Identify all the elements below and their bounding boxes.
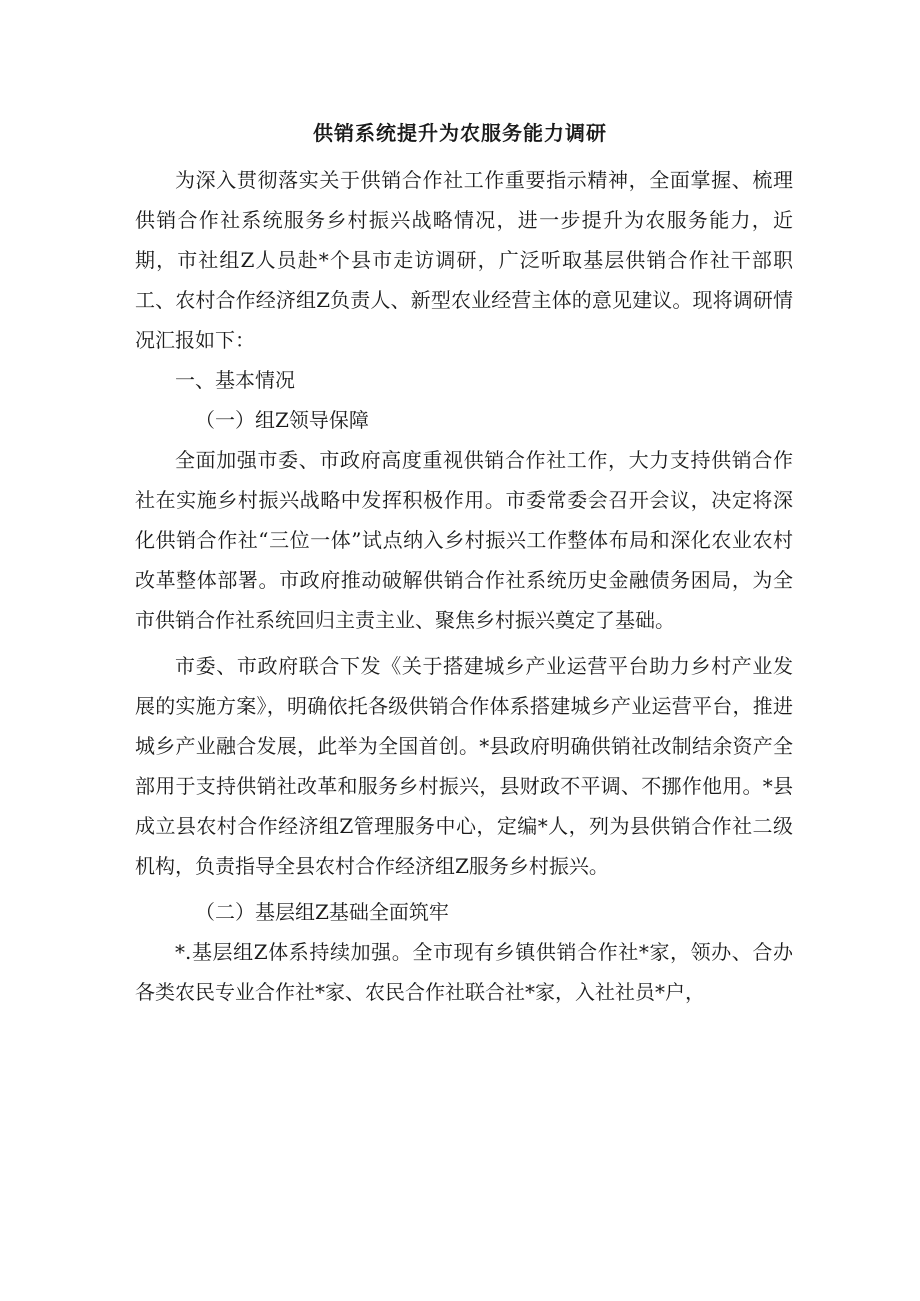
subsection-heading-grassroots: （二）基层组Z基础全面筑牢 xyxy=(195,900,449,924)
subsection-heading-leadership: （一）组Z领导保障 xyxy=(195,408,369,432)
document-title: 供销系统提升为农服务能力调研 xyxy=(313,121,607,145)
paragraph-policy: 市委、市政府联合下发《关于搭建城乡产业运营平台助力乡村产业发展的实施方案》，明确依托各级供销合作体系搭建城乡产业运营平台，推进城乡产业融合发展，此举为全国首创。*县政府明确供销社改制结余资产全部用于支持供销社改革和服务乡村振兴，县财政不平调、不挪作他用。*县成立县农村合作经济组Z管理服务中心，定编*人，列为县供销合作社二级机构，负责指导全县农村合作经济组Z服务乡村振兴。 xyxy=(135,654,793,878)
paragraph-grassroots: *.基层组Z体系持续加强。全市现有乡镇供销合作社*家，领办、合办各类农民专业合作社*家、农民合作社联合社*家，入社社员*户， xyxy=(135,940,793,1004)
section-heading-basic: 一、基本情况 xyxy=(175,368,295,392)
paragraph-leadership: 全面加强市委、市政府高度重视供销合作社工作，大力支持供销合作社在实施乡村振兴战略中发挥积极作用。市委常委会召开会议，决定将深化供销合作社“三位一体”试点纳入乡村振兴工作整体布局和深化农业农村改革整体部署。市政府推动破解供销合作社系统历史金融债务困局，为全市供销合作社系统回归主责主业、聚焦乡村振兴奠定了基础。 xyxy=(135,448,793,632)
document-body xyxy=(135,160,793,1012)
intro-paragraph: 为深入贯彻落实关于供销合作社工作重要指示精神，全面掌握、梳理供销合作社系统服务乡村振兴战略情况，进一步提升为农服务能力，近期，市社组Z人员赴*个县市走访调研，广泛听取基层供销合作社干部职工、农村合作经济组Z负责人、新型农业经营主体的意见建议。现将调研情况汇报如下： xyxy=(135,168,793,352)
